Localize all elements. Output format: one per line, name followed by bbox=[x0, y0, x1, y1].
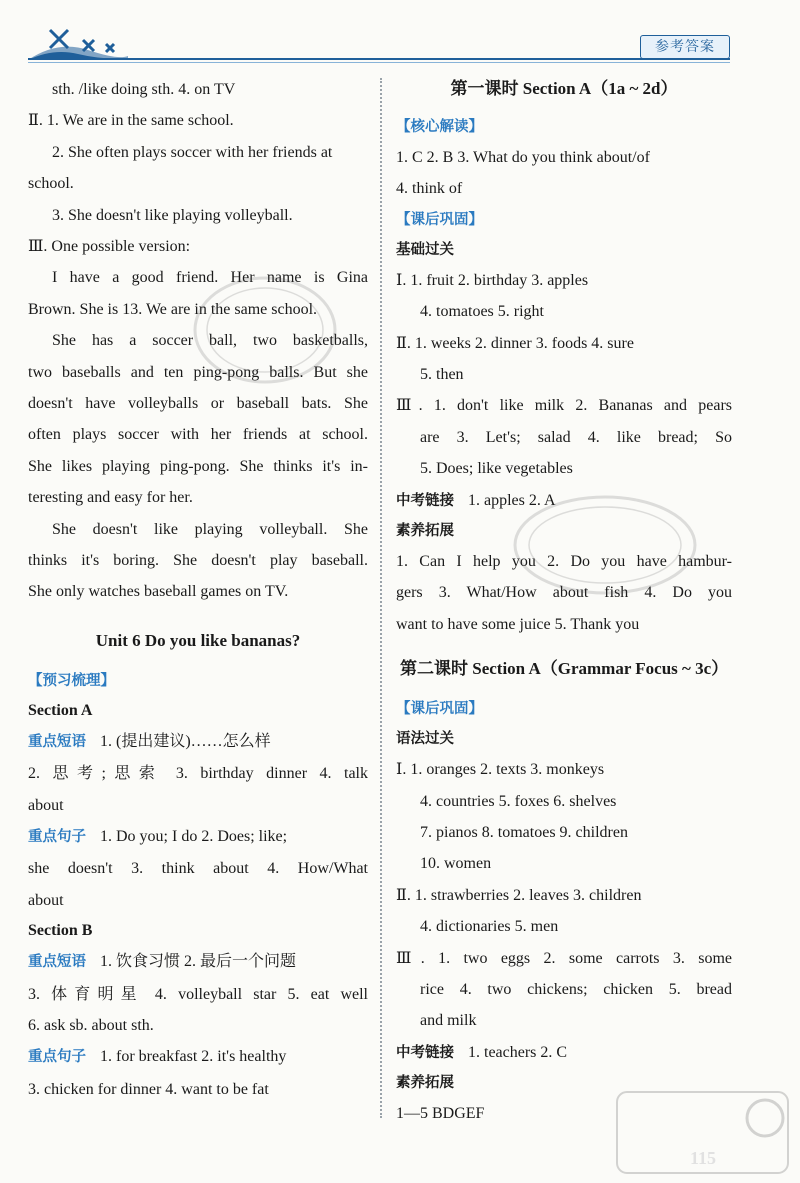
answer-line bbox=[396, 974, 732, 1005]
line-text: gers 3. What/How about fish 4. Do you bbox=[396, 584, 732, 602]
line-text: 3. chicken for dinner 4. want to be fat bbox=[28, 1080, 269, 1098]
answer-line bbox=[396, 265, 732, 296]
page-header bbox=[0, 0, 800, 70]
grammar-heading: 语法过关 bbox=[396, 731, 454, 748]
answer-line bbox=[396, 1005, 732, 1036]
lesson2-title: 第二课时 Section A（Grammar Focus ~ 3c） bbox=[400, 659, 729, 679]
line-text: teresting and easy for her. bbox=[28, 489, 193, 507]
preview-heading: 【预习梳理】 bbox=[28, 672, 115, 689]
line-text: 4. tomatoes 5. right bbox=[420, 303, 544, 321]
line-text: 3. She doesn't like playing volleyball. bbox=[52, 206, 293, 224]
header-rule bbox=[28, 58, 730, 60]
exam-link-answer: 1. apples 2. A bbox=[468, 491, 556, 509]
core-lines bbox=[396, 142, 732, 205]
answer-line bbox=[28, 74, 368, 105]
line-text: 1. 饮食习惯 2. 最后一个问题 bbox=[100, 953, 297, 971]
line-text: I have a good friend. Her name is Gina bbox=[52, 269, 368, 287]
section-b-lines bbox=[28, 946, 368, 1105]
answer-line bbox=[28, 1074, 368, 1105]
answer-line bbox=[396, 848, 732, 879]
line-text: 5. Does; like vegetables bbox=[420, 460, 573, 478]
line-text: two baseballs and ten ping-pong balls. But she bbox=[28, 363, 368, 381]
answer-line bbox=[396, 609, 732, 640]
answer-line bbox=[396, 754, 732, 785]
answer-line bbox=[28, 514, 368, 545]
exam-link-answer: 1. teachers 2. C bbox=[468, 1043, 568, 1061]
line-text: 1. (提出建议)……怎么样 bbox=[100, 732, 271, 750]
answer-line bbox=[28, 576, 368, 607]
basic-heading: 基础过关 bbox=[396, 241, 454, 258]
line-text: are 3. Let's; salad 4. like bread; So bbox=[420, 428, 732, 446]
after-heading-2: 【课后巩固】 bbox=[396, 701, 483, 718]
line-text: She has a soccer ball, two basketballs, bbox=[52, 332, 368, 350]
answer-line bbox=[396, 296, 732, 327]
line-text: Ⅲ. 1. two eggs 2. some carrots 3. some bbox=[396, 949, 732, 967]
line-text: She only watches baseball games on TV. bbox=[28, 583, 289, 601]
line-text: and milk bbox=[420, 1012, 477, 1030]
exam-link-label: 中考链接 bbox=[396, 492, 454, 509]
answer-line bbox=[28, 853, 368, 884]
answer-line bbox=[28, 451, 368, 482]
core-heading: 【核心解读】 bbox=[396, 119, 483, 135]
line-text: 1—5 BDGEF bbox=[396, 1105, 485, 1123]
keyword-label: 重点句子 bbox=[28, 828, 86, 845]
section-a-lines bbox=[28, 726, 368, 916]
answer-line bbox=[28, 790, 368, 821]
answer-line bbox=[28, 1041, 368, 1073]
line-text: Ⅰ. 1. fruit 2. birthday 3. apples bbox=[396, 271, 589, 289]
line-text: 4. dictionaries 5. men bbox=[420, 918, 559, 936]
right-column bbox=[396, 74, 732, 1130]
answer-line bbox=[28, 231, 368, 262]
line-text: 1. Can I help you 2. Do you have hambur- bbox=[396, 553, 732, 571]
unit-title: Unit 6 Do you like bananas? bbox=[95, 630, 301, 650]
line-text: 3. 体育明星 4. volleyball star 5. eat well bbox=[28, 985, 368, 1003]
answer-line bbox=[28, 419, 368, 450]
line-text: often plays soccer with her friends at school. bbox=[28, 426, 368, 444]
site-watermark-logo bbox=[615, 1090, 790, 1175]
line-text: sth. /like doing sth. 4. on TV bbox=[52, 81, 236, 98]
section-a-heading: Section A bbox=[28, 701, 93, 719]
answer-line bbox=[28, 758, 368, 789]
answer-line bbox=[28, 388, 368, 419]
answer-line bbox=[396, 328, 732, 359]
answer-line bbox=[28, 979, 368, 1010]
answer-line bbox=[396, 911, 732, 942]
answer-line bbox=[396, 943, 732, 974]
answer-line bbox=[28, 545, 368, 576]
answer-line bbox=[28, 1010, 368, 1041]
line-text: 1. Do you; I do 2. Does; like; bbox=[100, 827, 288, 845]
line-text: 5. then bbox=[420, 366, 464, 384]
answer-line bbox=[28, 105, 368, 136]
line-text: 2. 思考;思索 3. birthday dinner 4. talk bbox=[28, 765, 368, 783]
answer-line bbox=[28, 946, 368, 978]
section-b-heading: Section B bbox=[28, 922, 93, 940]
line-text: rice 4. two chickens; chicken 5. bread bbox=[420, 981, 732, 999]
answer-key-tag: 参考答案 bbox=[640, 35, 730, 59]
line-text: 7. pianos 8. tomatoes 9. children bbox=[420, 824, 628, 842]
line-text: Ⅰ. 1. oranges 2. texts 3. monkeys bbox=[396, 761, 605, 779]
line-text: want to have some juice 5. Thank you bbox=[396, 615, 640, 633]
line-text: she doesn't 3. think about 4. How/What bbox=[28, 860, 368, 878]
line-text: 1. for breakfast 2. it's healthy bbox=[100, 1048, 287, 1066]
answer-line bbox=[28, 726, 368, 758]
answer-line bbox=[28, 137, 368, 168]
line-text: Ⅱ. 1. We are in the same school. bbox=[28, 112, 234, 130]
answer-line bbox=[396, 817, 732, 848]
line-text: Brown. She is 13. We are in the same school. bbox=[28, 300, 318, 318]
kuaidui-stamp-icon bbox=[510, 490, 700, 600]
answer-line bbox=[396, 173, 732, 204]
line-text: Ⅱ. 1. strawberries 2. leaves 3. children bbox=[396, 886, 642, 904]
answer-line bbox=[396, 359, 732, 390]
line-text: 6. ask sb. about sth. bbox=[28, 1016, 154, 1034]
line-text: Ⅱ. 1. weeks 2. dinner 3. foods 4. sure bbox=[396, 334, 634, 352]
line-text: doesn't have volleyballs or baseball bats. She bbox=[28, 395, 368, 413]
line-text: She doesn't like playing volleyball. She bbox=[52, 520, 368, 538]
line-text: 10. women bbox=[420, 855, 492, 873]
line-text: 2. She often plays soccer with her friends at bbox=[52, 143, 333, 161]
line-text: She likes playing ping-pong. She thinks it's in- bbox=[28, 457, 368, 475]
kuaidui-stamp-icon bbox=[190, 270, 340, 390]
after-heading-1: 【课后巩固】 bbox=[396, 211, 483, 228]
exam-link-label: 中考链接 bbox=[396, 1044, 454, 1061]
answer-line bbox=[28, 821, 368, 853]
answer-line bbox=[396, 142, 732, 173]
keyword-label: 重点短语 bbox=[28, 733, 86, 750]
answer-line bbox=[28, 885, 368, 916]
line-text: 4. think of bbox=[396, 180, 463, 198]
grammar-lines bbox=[396, 754, 732, 1037]
line-text: thinks it's boring. She doesn't play baseball. bbox=[28, 551, 368, 569]
answer-line bbox=[396, 880, 732, 911]
answer-line bbox=[396, 786, 732, 817]
answer-line bbox=[396, 453, 732, 484]
answer-line bbox=[28, 168, 368, 199]
line-text: Ⅲ. One possible version: bbox=[28, 238, 191, 256]
extension-heading-1: 素养拓展 bbox=[396, 523, 454, 540]
line-text: about bbox=[28, 891, 64, 909]
answer-line bbox=[396, 390, 732, 421]
answer-line bbox=[396, 422, 732, 453]
keyword-label: 重点句子 bbox=[28, 1049, 86, 1066]
basic-lines bbox=[396, 265, 732, 485]
column-divider bbox=[380, 78, 382, 1118]
windmill-logo-icon bbox=[28, 20, 128, 60]
exam-link-2 bbox=[396, 1037, 732, 1068]
line-text: about bbox=[28, 796, 64, 814]
line-text: 1. C 2. B 3. What do you think about/of bbox=[396, 149, 650, 166]
line-text: school. bbox=[28, 175, 74, 193]
line-text: 4. countries 5. foxes 6. shelves bbox=[420, 792, 617, 810]
keyword-label: 重点短语 bbox=[28, 954, 86, 971]
answer-line bbox=[28, 200, 368, 231]
extension-heading-2: 素养拓展 bbox=[396, 1075, 454, 1092]
left-column bbox=[28, 74, 368, 1105]
lesson1-title: 第一课时 Section A（1a ~ 2d） bbox=[450, 79, 678, 98]
page-number: 115 bbox=[690, 1148, 717, 1168]
answer-line bbox=[28, 482, 368, 513]
header-rule-thin bbox=[28, 62, 730, 63]
line-text: Ⅲ. 1. don't like milk 2. Bananas and pears bbox=[396, 397, 732, 415]
